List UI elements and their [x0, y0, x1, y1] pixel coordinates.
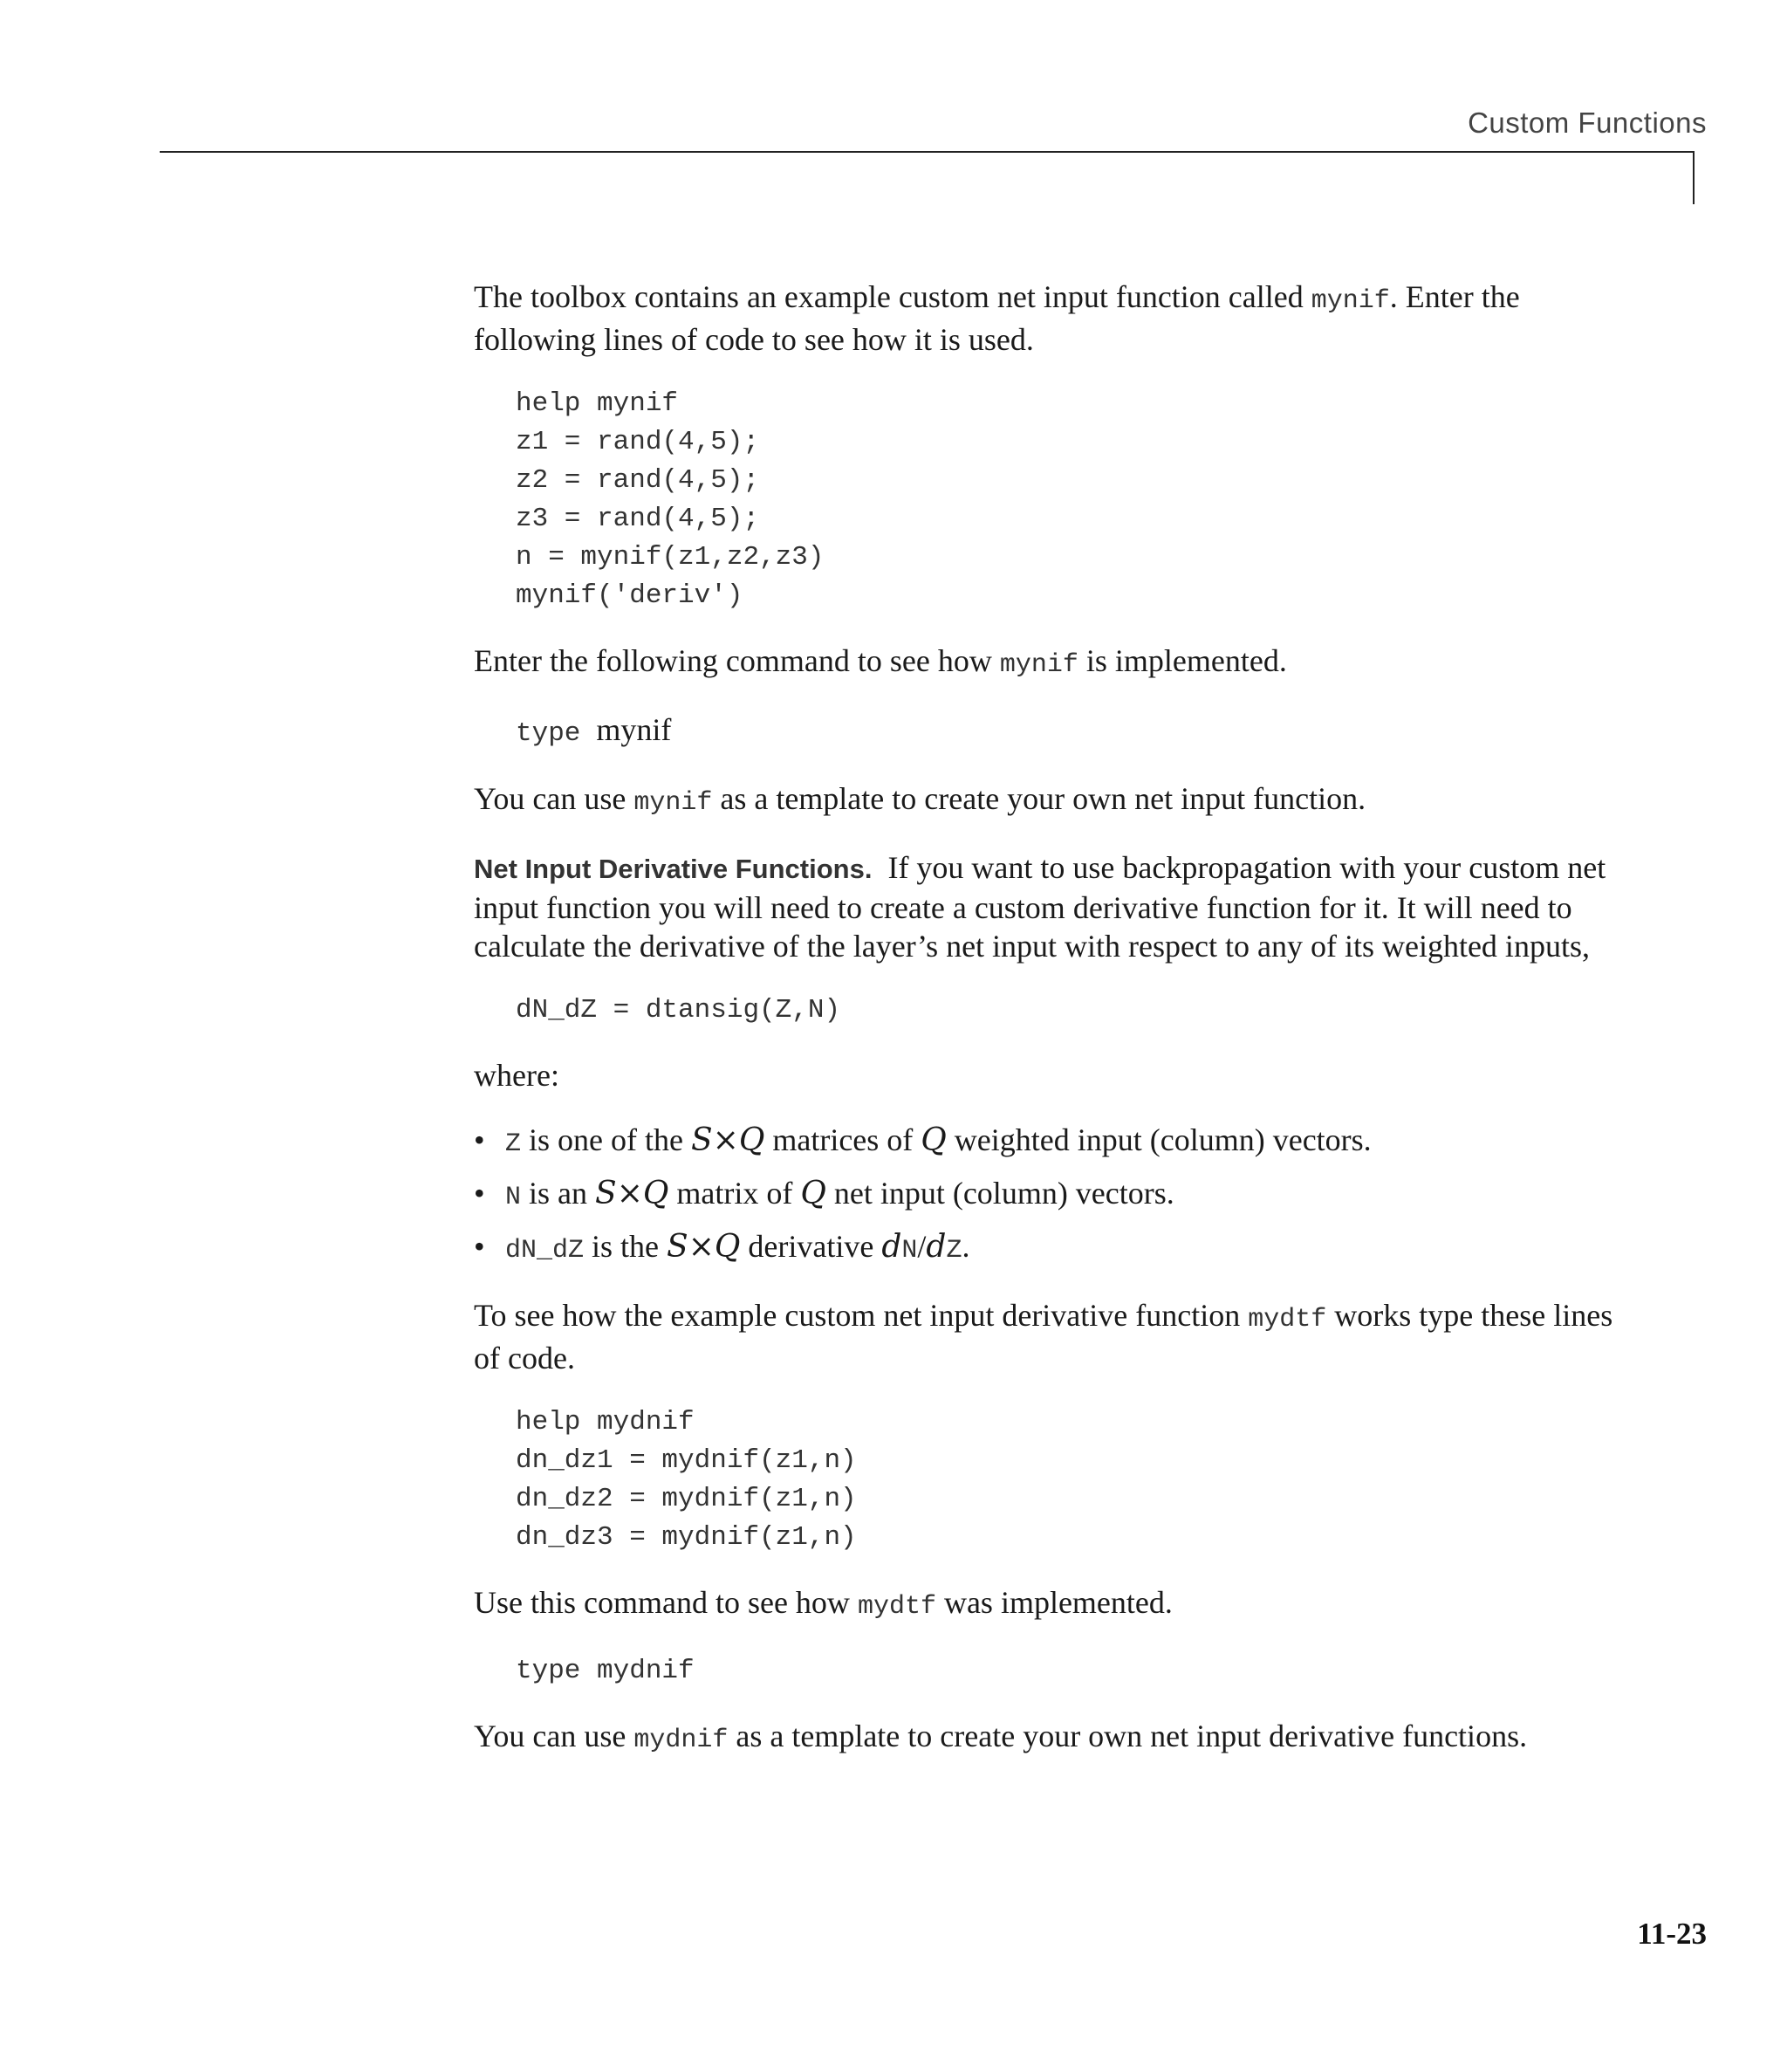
code-line: z1 = rand(4,5); — [516, 427, 760, 457]
code-type-command: type mynif — [516, 712, 672, 749]
paragraph-intro: The toolbox contains an example custom net input function called mynif. Enter the following lines of code to see how it is used. — [474, 279, 1520, 357]
code-line: help mynif — [516, 388, 679, 419]
paragraph-mydtf-implementation: Use this command to see how mydtf was implemented. — [474, 1585, 1173, 1622]
code-line: mynif('deriv') — [516, 580, 743, 611]
inline-code: mydnif — [633, 1726, 729, 1755]
running-header: Custom Functions — [1468, 106, 1707, 139]
page-body — [474, 278, 1634, 1786]
code-line: z2 = rand(4,5); — [516, 465, 760, 496]
inline-code: mynif — [999, 650, 1078, 680]
paragraph-implementation: Enter the following command to see how mynif is implemented. — [474, 643, 1287, 680]
code-block-mydnif — [516, 1403, 1634, 1557]
paragraph-derivative-example: To see how the example custom net input derivative function mydtf works type these lines of code. — [474, 1298, 1613, 1376]
page-number: 11-23 — [1637, 1917, 1707, 1951]
bullet-item: • N is an S×Q matrix of Q net input (column) vectors. — [474, 1176, 1174, 1212]
code-line: dn_dz2 = mydnif(z1,n) — [516, 1484, 857, 1514]
inline-code: mynif — [1311, 286, 1390, 316]
code-block-usage — [516, 385, 1634, 615]
code-block-dtansig — [516, 991, 1634, 1030]
code-line: z3 = rand(4,5); — [516, 504, 760, 534]
inline-code: mydtf — [857, 1592, 936, 1622]
code-line: dn_dz1 = mydnif(z1,n) — [516, 1445, 857, 1476]
code-line: dn_dz3 = mydnif(z1,n) — [516, 1522, 857, 1553]
code-line: n = mynif(z1,z2,z3) — [516, 542, 825, 573]
section-derivative-functions: Net Input Derivative Functions. If you want to use backpropagation with your custom net input function you will need to create a custom derivative function for it. It will need to calculate the derivative of the layer’s net input with respect to any of its weighted inputs, — [474, 850, 1606, 964]
bullet-item: • dN_dZ is the S×Q derivative dN/dZ. — [474, 1229, 970, 1266]
header-rule-tick — [1693, 151, 1695, 204]
code-line: type mydnif — [516, 1656, 695, 1686]
inline-code: mydtf — [1248, 1305, 1327, 1334]
code-line: dN_dZ = dtansig(Z,N) — [516, 995, 841, 1026]
bullet-list — [474, 1121, 1634, 1270]
code-line: help mydnif — [516, 1407, 695, 1437]
paragraph-template: You can use mynif as a template to create your own net input function. — [474, 781, 1366, 818]
bullet-item: • Z is one of the S×Q matrices of Q weighted input (column) vectors. — [474, 1122, 1372, 1159]
header-rule — [160, 151, 1695, 153]
inline-code: mynif — [633, 788, 713, 818]
where-label: where: — [474, 1058, 559, 1093]
code-block-type-mydnif — [516, 1652, 1634, 1691]
paragraph-mydnif-template: You can use mydnif as a template to create your own net input derivative functions. — [474, 1719, 1528, 1755]
runin-heading: Net Input Derivative Functions. — [474, 854, 873, 884]
